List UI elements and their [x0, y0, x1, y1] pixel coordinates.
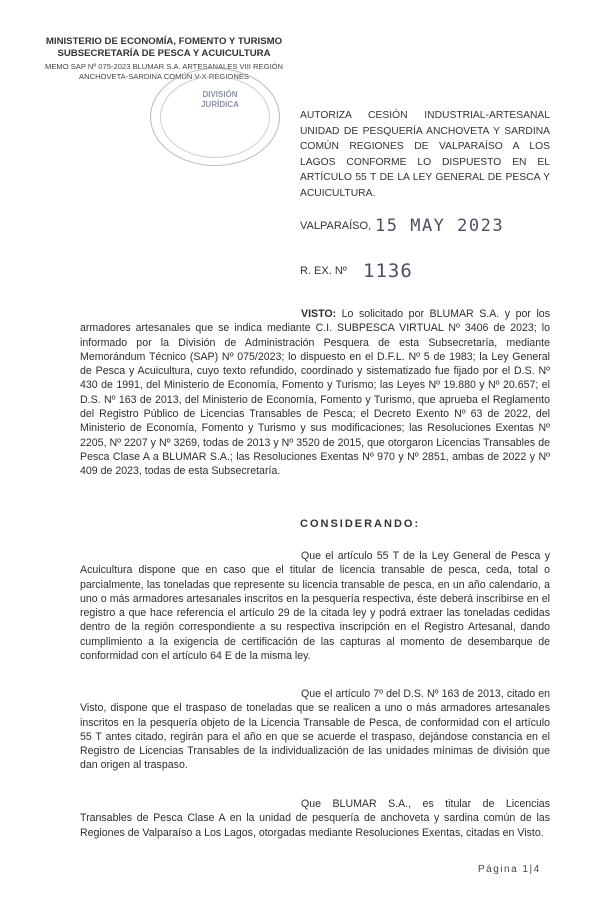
- visto-lead: VISTO:: [301, 308, 337, 320]
- memo-line-2: ANCHOVETA-SARDINA COMÚN V-X REGIONES: [79, 72, 249, 81]
- page-number: Página 1|4: [478, 864, 541, 875]
- stamp-inner-ring: [160, 76, 270, 158]
- stamp-line-2: JURÍDICA: [201, 100, 239, 109]
- subsecretary-header: SUBSECRETARÍA DE PESCA Y ACUICULTURA: [57, 48, 271, 59]
- visto-paragraph: [80, 307, 550, 479]
- considerando-paragraph-2: Que el artículo 7º del D.S. Nº 163 de 2013, citado en Visto, dispone que el traspaso de toneladas que se realicen a uno o más armadores artesanales inscritos en la pesquería objeto de la Licencia Transable de Pesca, de conformidad con el artículo 55 T antes citado, regirán para el año en que se acuerde el traspaso, dejándose constancia en el Registro de Licencias Transables de la individualización de las unidades mínimas de división que dan origen al traspaso.: [80, 688, 550, 772]
- place: VALPARAÍSO,: [300, 220, 372, 232]
- considerando-heading: CONSIDERANDO:: [300, 518, 421, 530]
- considerando-paragraph-3: Que BLUMAR S.A., es titular de Licencias Transables de Pesca Clase A en la unidad de pesquería de anchoveta y sardina común de las Regiones de Valparaíso a Los Lagos, otorgadas mediante Resoluciones Exentas, citadas en Visto.: [80, 798, 550, 839]
- ministry-header: MINISTERIO DE ECONOMÍA, FOMENTO Y TURISMO: [45, 36, 283, 47]
- stamp-text: [190, 90, 250, 110]
- considerando-paragraph-1: Que el artículo 55 T de la Ley General de Pesca y Acuicultura dispone que en caso que el titular de licencia transable de pesca, ceda, total o parcialmente, las toneladas que represente su licencia transable de pesca, en un año calendario, a uno o más armadores artesanales inscritos en la pesquería respectiva, éste deberá inscribirse en el registro a que hace referencia el artículo 29 de la citada ley y podrá extraer las toneladas cedidas dentro de la región correspondiente a su respectiva inscripción en el Registro Artesanal, dando cumplimiento a la exigencia de certificación de las capturas al momento de desembarque de conformidad con el artículo 64 E de la misma ley.: [80, 550, 550, 663]
- resolution-label: R. EX. Nº: [300, 265, 347, 277]
- memo-reference: [28, 62, 300, 82]
- date-stamp: 15 MAY 2023: [375, 216, 505, 236]
- memo-line-1: MEMO SAP Nº 075-2023 BLUMAR S.A. ARTESANALES VIII REGIÓN: [45, 62, 283, 71]
- resolution-number: 1136: [363, 260, 413, 282]
- visto-text: Lo solicitado por BLUMAR S.A. y por los armadores artesanales que se indica mediante C.I. SUBPESCA VIRTUAL Nº 3406 de 2023; lo informado por la División de Administración Pesquera de esta Subsecretaría, mediante Memorándum Técnico (SAP) Nº 075/2023; lo dispuesto en el D.F.L. Nº 5 de 1983; la Ley General de Pesca y Acuicultura, cuyo texto refundido, coordinado y sistematizado fue fijado por el D.S. Nº 430 de 1991, del Ministerio de Economía, Fomento y Turismo; las Leyes Nº 19.880 y Nº 20.657; el D.S. Nº 163 de 2013, del Ministerio de Economía, Fomento y Turismo, que aprueba el Reglamento del Registro Público de Licencias Transables de Pesca; el Decreto Exento Nº 63 de 2022, del Ministerio de Economía, Fomento y Turismo y sus modificaciones; las Resoluciones Exentas Nº 2205, Nº 2207 y Nº 3269, todas de 2013 y Nº 3520 de 2015, que otorgaron Licencias Transables de Pesca Clase A a BLUMAR S.A.; las Resoluciones Exentas Nº 970 y Nº 2851, ambas de 2022 y Nº 409 de 2023, todas de esta Subsecretaría.: [80, 308, 550, 478]
- stamp-line-1: DIVISIÓN: [202, 90, 238, 99]
- resolution-title: AUTORIZA CESIÓN INDUSTRIAL-ARTESANAL UNIDAD DE PESQUERÍA ANCHOVETA Y SARDINA COMÚN REGIONES DE VALPARAÍSO A LOS LAGOS CONFORME LO DISPUESTO EN EL ARTÍCULO 55 T DE LA LEY GENERAL DE PESCA Y ACUICULTURA.: [300, 110, 550, 199]
